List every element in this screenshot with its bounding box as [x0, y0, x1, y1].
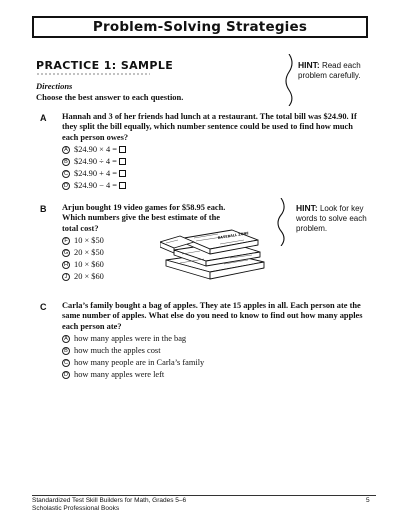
page-number: 5	[366, 497, 370, 504]
answer-box	[119, 170, 126, 177]
answer-option-b[interactable]	[62, 156, 126, 167]
answer-box	[119, 146, 126, 153]
bubble[interactable]: H	[62, 261, 70, 269]
practice-heading: PRACTICE 1: SAMPLE	[36, 59, 174, 72]
question-a-line: they split the bill equally, which number sentence could be used to find how much	[62, 122, 353, 132]
directions-text: Choose the best answer to each question.	[36, 92, 184, 102]
hint-1-text-2: problem carefully.	[298, 71, 361, 80]
question-c-letter: C	[40, 302, 47, 312]
footer-publisher: Scholastic Professional Books	[32, 505, 120, 512]
question-a-letter: A	[40, 113, 47, 123]
option-text: 20 × $60	[74, 272, 104, 281]
option-text: $24.90 × 4 =	[74, 145, 117, 154]
answer-option-h[interactable]	[62, 259, 104, 270]
footer-book-title: Standardized Test Skill Builders for Math, Grades 5–6	[32, 497, 187, 504]
bubble[interactable]: B	[62, 158, 70, 166]
hint-1	[298, 60, 361, 81]
footer-rule	[32, 495, 376, 496]
bubble[interactable]: C	[62, 359, 70, 367]
answer-box	[119, 182, 126, 189]
option-text: 10 × $60	[74, 260, 104, 269]
squiggle-divider-1	[284, 54, 294, 106]
bubble[interactable]: D	[62, 182, 70, 190]
bubble[interactable]: G	[63, 249, 69, 256]
question-c-line: Carla’s family bought a bag of apples. They ate 15 apples in all. Each person ate the	[62, 301, 361, 310]
option-text: $24.90 ÷ 4 =	[74, 157, 117, 166]
box-label: BASEBALL ZONE	[217, 231, 249, 240]
answer-option-c-b[interactable]	[62, 345, 161, 356]
option-text: 20 × $50	[74, 248, 104, 257]
question-c-line: same number of apples. What else do you need to know to find out how many apples	[62, 311, 363, 321]
answer-option-j[interactable]	[62, 271, 104, 282]
option-text: $24.90 − 4 =	[74, 181, 117, 190]
answer-option-g[interactable]	[62, 247, 104, 258]
directions-heading: Directions	[36, 81, 73, 91]
answer-option-a[interactable]	[62, 144, 126, 155]
answer-option-f[interactable]	[62, 235, 104, 246]
question-a-line: each person owes?	[62, 132, 129, 142]
option-text: $24.90 + 4 =	[74, 169, 117, 178]
option-text: how much the apples cost	[74, 346, 161, 355]
bubble[interactable]: B	[62, 347, 70, 355]
bubble[interactable]: A	[62, 146, 70, 154]
bubble[interactable]: C	[62, 170, 70, 178]
video-game-boxes-illustration	[160, 222, 272, 282]
answer-option-c[interactable]	[62, 168, 126, 179]
hint-2-text-1: Look for key	[317, 204, 364, 213]
option-text: how many apples were in the bag	[74, 334, 187, 343]
answer-box	[119, 158, 126, 165]
answer-option-c-c[interactable]	[62, 357, 204, 368]
question-c-text	[62, 301, 363, 332]
question-a-text	[62, 112, 357, 143]
hint-1-label: HINT:	[298, 60, 320, 70]
page-title: Problem-Solving Strategies	[92, 19, 308, 35]
title-bar	[32, 16, 368, 38]
squiggle-divider-2	[276, 198, 286, 246]
answer-option-c-d[interactable]	[62, 369, 164, 380]
hint-2-label: HINT:	[296, 203, 318, 213]
option-text: how many apples were left	[74, 370, 165, 379]
hint-2-text-3: problem.	[296, 224, 328, 233]
question-a-line: Hannah and 3 of her friends had lunch at a restaurant. The total bill was $24.90. If	[62, 112, 357, 121]
answer-option-c-a[interactable]	[62, 333, 186, 344]
option-text: how many people are in Carla’s family	[74, 358, 205, 367]
answer-option-d[interactable]	[62, 180, 126, 191]
hint-2-text-2: words to solve each	[296, 214, 367, 223]
question-b-line: Which numbers give the best estimate of the	[62, 213, 220, 223]
hint-2	[296, 203, 367, 234]
dotted-underline	[36, 73, 150, 75]
question-c-line: each person ate?	[62, 321, 122, 331]
footer	[32, 497, 186, 513]
option-text: 10 × $50	[74, 236, 104, 245]
question-b-letter: B	[40, 204, 47, 214]
bubble[interactable]: F	[62, 237, 70, 245]
hint-1-text-1: Read each	[319, 61, 361, 70]
question-b-line: total cost?	[62, 223, 99, 233]
bubble[interactable]: J	[62, 273, 70, 281]
question-b-line: Arjun bought 19 video games for $58.95 each.	[62, 203, 226, 212]
bubble[interactable]: D	[62, 371, 70, 379]
bubble[interactable]: A	[62, 335, 70, 343]
